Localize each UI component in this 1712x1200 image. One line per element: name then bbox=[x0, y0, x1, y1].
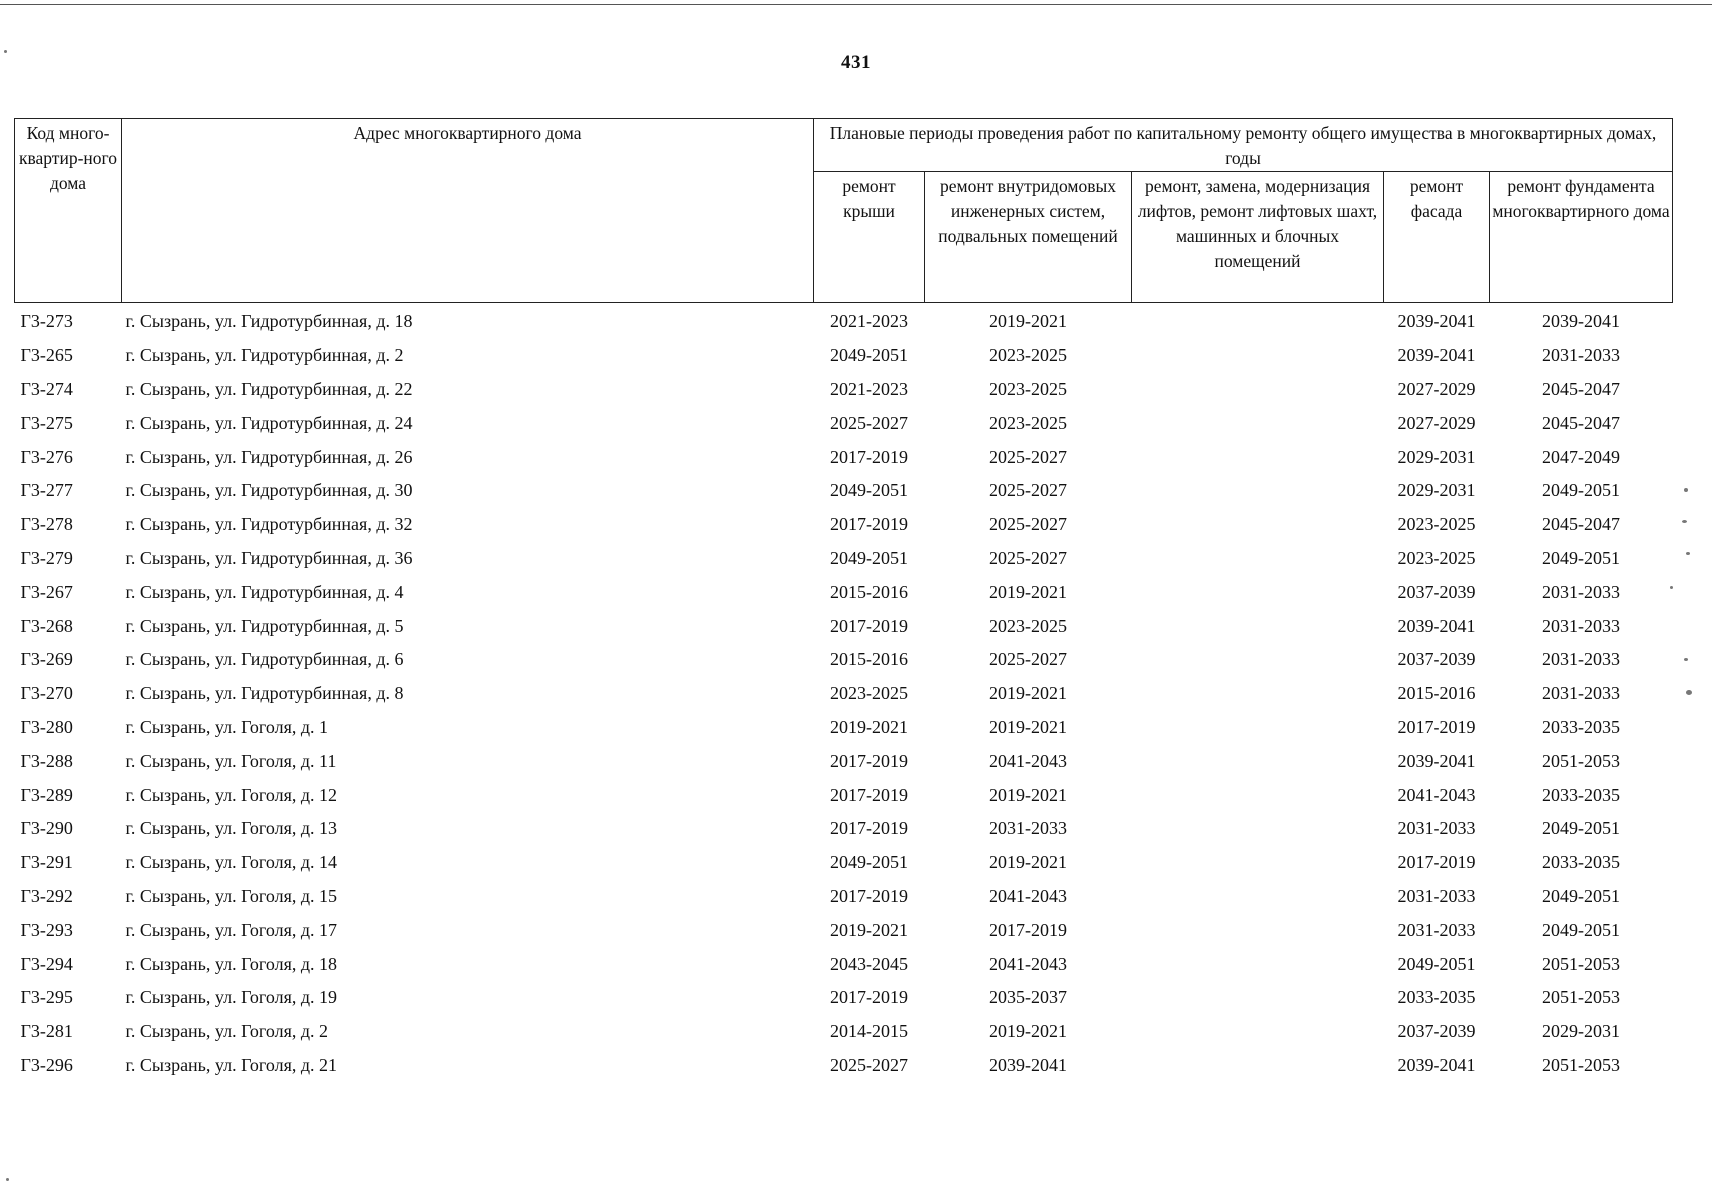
table-row bbox=[15, 339, 1673, 373]
cell-facade: 2039-2041 bbox=[1397, 1054, 1476, 1075]
cell-foundation: 2049-2051 bbox=[1542, 480, 1621, 501]
cell-foundation: 2045-2047 bbox=[1542, 378, 1621, 399]
table-header bbox=[15, 119, 1673, 303]
cell-roof: 2043-2045 bbox=[830, 953, 908, 974]
cell-code: Г3-296 bbox=[20, 1054, 73, 1075]
cell-engineering: 2019-2021 bbox=[989, 716, 1067, 737]
cell-facade: 2031-2033 bbox=[1397, 818, 1476, 839]
cell-engineering: 2041-2043 bbox=[989, 750, 1067, 771]
cell-code: Г3-289 bbox=[20, 784, 73, 805]
cell-engineering: 2025-2027 bbox=[989, 547, 1067, 568]
cell-address: г. Сызрань, ул. Гоголя, д. 19 bbox=[125, 987, 338, 1008]
cell-engineering: 2041-2043 bbox=[989, 953, 1067, 974]
scan-speck bbox=[6, 1178, 9, 1181]
cell-facade: 2029-2031 bbox=[1397, 480, 1476, 501]
cell-roof: 2015-2016 bbox=[830, 581, 908, 602]
cell-code: Г3-295 bbox=[20, 987, 73, 1008]
cell-address: г. Сызрань, ул. Гидротурбинная, д. 24 bbox=[125, 412, 413, 433]
cell-code: Г3-270 bbox=[20, 683, 73, 704]
table-row bbox=[15, 677, 1673, 711]
cell-foundation: 2049-2051 bbox=[1542, 547, 1621, 568]
scan-speck bbox=[1684, 488, 1688, 492]
cell-facade: 2023-2025 bbox=[1397, 514, 1476, 535]
cell-code: Г3-281 bbox=[20, 1021, 73, 1042]
cell-code: Г3-276 bbox=[20, 446, 73, 467]
cell-code: Г3-292 bbox=[20, 885, 73, 906]
scan-speck bbox=[1670, 586, 1673, 589]
cell-lifts bbox=[1132, 643, 1384, 677]
cell-lifts bbox=[1132, 947, 1384, 981]
header-engineering: ремонт внутридомовых инженерных систем, подвальных помещений bbox=[925, 172, 1132, 303]
cell-facade: 2041-2043 bbox=[1397, 784, 1476, 805]
cell-roof: 2014-2015 bbox=[830, 1021, 908, 1042]
cell-engineering: 2023-2025 bbox=[989, 412, 1067, 433]
table-row bbox=[15, 508, 1673, 542]
cell-engineering: 2031-2033 bbox=[989, 818, 1067, 839]
cell-address: г. Сызрань, ул. Гоголя, д. 12 bbox=[125, 784, 338, 805]
header-planned-periods: Плановые периоды проведения работ по капитальному ремонту общего имущества в многоквартирных домах, годы bbox=[814, 119, 1673, 172]
cell-roof: 2017-2019 bbox=[830, 784, 908, 805]
header-lifts: ремонт, замена, модернизация лифтов, ремонт лифтовых шахт, машинных и блочных помещений bbox=[1132, 172, 1384, 303]
cell-foundation: 2029-2031 bbox=[1542, 1021, 1621, 1042]
cell-lifts bbox=[1132, 303, 1384, 339]
cell-code: Г3-291 bbox=[20, 852, 73, 873]
cell-facade: 2031-2033 bbox=[1397, 919, 1476, 940]
cell-foundation: 2031-2033 bbox=[1542, 649, 1621, 670]
table-row bbox=[15, 440, 1673, 474]
cell-code: Г3-280 bbox=[20, 716, 73, 737]
cell-facade: 2029-2031 bbox=[1397, 446, 1476, 467]
cell-address: г. Сызрань, ул. Гидротурбинная, д. 6 bbox=[125, 649, 404, 670]
top-rule bbox=[0, 4, 1712, 5]
table-row bbox=[15, 778, 1673, 812]
cell-engineering: 2025-2027 bbox=[989, 514, 1067, 535]
cell-lifts bbox=[1132, 542, 1384, 576]
cell-lifts bbox=[1132, 575, 1384, 609]
cell-code: Г3-275 bbox=[20, 412, 73, 433]
table-row bbox=[15, 542, 1673, 576]
cell-code: Г3-265 bbox=[20, 345, 73, 366]
cell-roof: 2049-2051 bbox=[830, 345, 908, 366]
cell-address: г. Сызрань, ул. Гоголя, д. 1 bbox=[125, 716, 329, 737]
cell-roof: 2025-2027 bbox=[830, 412, 908, 433]
cell-roof: 2017-2019 bbox=[830, 615, 908, 636]
cell-roof: 2019-2021 bbox=[830, 716, 908, 737]
table-row bbox=[15, 981, 1673, 1015]
cell-lifts bbox=[1132, 812, 1384, 846]
cell-foundation: 2031-2033 bbox=[1542, 581, 1621, 602]
cell-lifts bbox=[1132, 677, 1384, 711]
cell-roof: 2021-2023 bbox=[830, 378, 908, 399]
table-row bbox=[15, 1049, 1673, 1083]
cell-address: г. Сызрань, ул. Гидротурбинная, д. 18 bbox=[125, 311, 413, 332]
cell-lifts bbox=[1132, 474, 1384, 508]
cell-foundation: 2031-2033 bbox=[1542, 683, 1621, 704]
table-row bbox=[15, 303, 1673, 339]
cell-foundation: 2049-2051 bbox=[1542, 919, 1621, 940]
cell-foundation: 2045-2047 bbox=[1542, 412, 1621, 433]
cell-code: Г3-278 bbox=[20, 514, 73, 535]
cell-code: Г3-273 bbox=[20, 311, 73, 332]
cell-foundation: 2051-2053 bbox=[1542, 750, 1621, 771]
cell-lifts bbox=[1132, 373, 1384, 407]
cell-engineering: 2019-2021 bbox=[989, 852, 1067, 873]
cell-code: Г3-274 bbox=[20, 378, 73, 399]
cell-address: г. Сызрань, ул. Гидротурбинная, д. 22 bbox=[125, 378, 413, 399]
cell-foundation: 2033-2035 bbox=[1542, 852, 1621, 873]
scan-speck bbox=[1682, 520, 1687, 523]
cell-facade: 2015-2016 bbox=[1397, 683, 1476, 704]
cell-roof: 2017-2019 bbox=[830, 987, 908, 1008]
cell-address: г. Сызрань, ул. Гоголя, д. 11 bbox=[125, 750, 337, 771]
cell-facade: 2039-2041 bbox=[1397, 615, 1476, 636]
cell-foundation: 2031-2033 bbox=[1542, 345, 1621, 366]
table-row bbox=[15, 643, 1673, 677]
cell-foundation: 2031-2033 bbox=[1542, 615, 1621, 636]
cell-facade: 2039-2041 bbox=[1397, 750, 1476, 771]
cell-address: г. Сызрань, ул. Гидротурбинная, д. 5 bbox=[125, 615, 404, 636]
scan-speck bbox=[4, 50, 7, 53]
cell-code: Г3-267 bbox=[20, 581, 73, 602]
cell-code: Г3-294 bbox=[20, 953, 73, 974]
cell-engineering: 2041-2043 bbox=[989, 885, 1067, 906]
cell-foundation: 2051-2053 bbox=[1542, 987, 1621, 1008]
cell-engineering: 2023-2025 bbox=[989, 345, 1067, 366]
cell-roof: 2017-2019 bbox=[830, 885, 908, 906]
table-row bbox=[15, 947, 1673, 981]
cell-address: г. Сызрань, ул. Гоголя, д. 21 bbox=[125, 1054, 338, 1075]
table-row bbox=[15, 373, 1673, 407]
capital-repair-table bbox=[14, 118, 1673, 1082]
cell-lifts bbox=[1132, 880, 1384, 914]
cell-lifts bbox=[1132, 846, 1384, 880]
cell-lifts bbox=[1132, 711, 1384, 745]
cell-engineering: 2023-2025 bbox=[989, 615, 1067, 636]
cell-roof: 2021-2023 bbox=[830, 311, 908, 332]
cell-address: г. Сызрань, ул. Гидротурбинная, д. 4 bbox=[125, 581, 404, 602]
cell-roof: 2017-2019 bbox=[830, 818, 908, 839]
cell-roof: 2025-2027 bbox=[830, 1054, 908, 1075]
cell-foundation: 2049-2051 bbox=[1542, 818, 1621, 839]
cell-address: г. Сызрань, ул. Гидротурбинная, д. 8 bbox=[125, 683, 404, 704]
cell-roof: 2017-2019 bbox=[830, 514, 908, 535]
cell-facade: 2027-2029 bbox=[1397, 412, 1476, 433]
cell-code: Г3-279 bbox=[20, 547, 73, 568]
cell-lifts bbox=[1132, 778, 1384, 812]
table-row bbox=[15, 846, 1673, 880]
cell-facade: 2037-2039 bbox=[1397, 581, 1476, 602]
cell-roof: 2023-2025 bbox=[830, 683, 908, 704]
cell-engineering: 2017-2019 bbox=[989, 919, 1067, 940]
cell-code: Г3-293 bbox=[20, 919, 73, 940]
cell-address: г. Сызрань, ул. Гоголя, д. 13 bbox=[125, 818, 338, 839]
header-roof: ремонт крыши bbox=[814, 172, 925, 303]
table-row bbox=[15, 1015, 1673, 1049]
cell-engineering: 2019-2021 bbox=[989, 581, 1067, 602]
table-row bbox=[15, 609, 1673, 643]
cell-roof: 2017-2019 bbox=[830, 750, 908, 771]
table-row bbox=[15, 880, 1673, 914]
scan-speck bbox=[1686, 552, 1690, 555]
cell-engineering: 2039-2041 bbox=[989, 1054, 1067, 1075]
cell-facade: 2023-2025 bbox=[1397, 547, 1476, 568]
cell-lifts bbox=[1132, 339, 1384, 373]
cell-facade: 2037-2039 bbox=[1397, 1021, 1476, 1042]
cell-lifts bbox=[1132, 406, 1384, 440]
cell-lifts bbox=[1132, 440, 1384, 474]
cell-foundation: 2039-2041 bbox=[1542, 311, 1621, 332]
cell-address: г. Сызрань, ул. Гидротурбинная, д. 30 bbox=[125, 480, 413, 501]
table-row bbox=[15, 474, 1673, 508]
table-row bbox=[15, 913, 1673, 947]
cell-engineering: 2025-2027 bbox=[989, 446, 1067, 467]
cell-lifts bbox=[1132, 744, 1384, 778]
cell-lifts bbox=[1132, 609, 1384, 643]
cell-code: Г3-290 bbox=[20, 818, 73, 839]
cell-address: г. Сызрань, ул. Гоголя, д. 18 bbox=[125, 953, 338, 974]
cell-engineering: 2019-2021 bbox=[989, 683, 1067, 704]
cell-roof: 2049-2051 bbox=[830, 852, 908, 873]
cell-facade: 2049-2051 bbox=[1397, 953, 1476, 974]
cell-engineering: 2019-2021 bbox=[989, 784, 1067, 805]
scan-speck bbox=[1686, 690, 1692, 695]
cell-address: г. Сызрань, ул. Гоголя, д. 15 bbox=[125, 885, 338, 906]
cell-engineering: 2035-2037 bbox=[989, 987, 1067, 1008]
cell-code: Г3-268 bbox=[20, 615, 73, 636]
header-address: Адрес многоквартирного дома bbox=[122, 119, 814, 303]
table-row bbox=[15, 406, 1673, 440]
cell-facade: 2031-2033 bbox=[1397, 885, 1476, 906]
cell-address: г. Сызрань, ул. Гидротурбинная, д. 2 bbox=[125, 345, 404, 366]
cell-roof: 2015-2016 bbox=[830, 649, 908, 670]
cell-facade: 2039-2041 bbox=[1397, 345, 1476, 366]
cell-facade: 2017-2019 bbox=[1397, 852, 1476, 873]
cell-facade: 2033-2035 bbox=[1397, 987, 1476, 1008]
cell-engineering: 2019-2021 bbox=[989, 311, 1067, 332]
cell-facade: 2027-2029 bbox=[1397, 378, 1476, 399]
cell-foundation: 2045-2047 bbox=[1542, 514, 1621, 535]
cell-engineering: 2025-2027 bbox=[989, 480, 1067, 501]
cell-code: Г3-277 bbox=[20, 480, 73, 501]
cell-engineering: 2019-2021 bbox=[989, 1021, 1067, 1042]
cell-lifts bbox=[1132, 1015, 1384, 1049]
cell-foundation: 2049-2051 bbox=[1542, 885, 1621, 906]
cell-lifts bbox=[1132, 508, 1384, 542]
table-body bbox=[15, 303, 1673, 1083]
cell-address: г. Сызрань, ул. Гоголя, д. 2 bbox=[125, 1021, 329, 1042]
cell-roof: 2049-2051 bbox=[830, 547, 908, 568]
cell-foundation: 2033-2035 bbox=[1542, 716, 1621, 737]
cell-lifts bbox=[1132, 1049, 1384, 1083]
cell-code: Г3-269 bbox=[20, 649, 73, 670]
cell-roof: 2049-2051 bbox=[830, 480, 908, 501]
cell-code: Г3-288 bbox=[20, 750, 73, 771]
cell-address: г. Сызрань, ул. Гоголя, д. 14 bbox=[125, 852, 338, 873]
cell-engineering: 2023-2025 bbox=[989, 378, 1067, 399]
page-number: 431 bbox=[841, 52, 871, 73]
header-code: Код много-квартир-ного дома bbox=[15, 119, 122, 303]
cell-lifts bbox=[1132, 981, 1384, 1015]
cell-address: г. Сызрань, ул. Гоголя, д. 17 bbox=[125, 919, 338, 940]
cell-foundation: 2051-2053 bbox=[1542, 1054, 1621, 1075]
cell-roof: 2019-2021 bbox=[830, 919, 908, 940]
table-row bbox=[15, 575, 1673, 609]
cell-lifts bbox=[1132, 913, 1384, 947]
cell-foundation: 2033-2035 bbox=[1542, 784, 1621, 805]
cell-foundation: 2051-2053 bbox=[1542, 953, 1621, 974]
cell-foundation: 2047-2049 bbox=[1542, 446, 1621, 467]
header-foundation: ремонт фундамента многоквартирного дома bbox=[1490, 172, 1673, 303]
cell-address: г. Сызрань, ул. Гидротурбинная, д. 36 bbox=[125, 547, 413, 568]
cell-facade: 2037-2039 bbox=[1397, 649, 1476, 670]
cell-facade: 2017-2019 bbox=[1397, 716, 1476, 737]
table-row bbox=[15, 744, 1673, 778]
cell-roof: 2017-2019 bbox=[830, 446, 908, 467]
header-facade: ремонт фасада bbox=[1384, 172, 1490, 303]
scan-speck bbox=[1684, 658, 1688, 661]
table-row bbox=[15, 812, 1673, 846]
table-row bbox=[15, 711, 1673, 745]
cell-address: г. Сызрань, ул. Гидротурбинная, д. 32 bbox=[125, 514, 413, 535]
cell-engineering: 2025-2027 bbox=[989, 649, 1067, 670]
cell-facade: 2039-2041 bbox=[1397, 311, 1476, 332]
cell-address: г. Сызрань, ул. Гидротурбинная, д. 26 bbox=[125, 446, 413, 467]
